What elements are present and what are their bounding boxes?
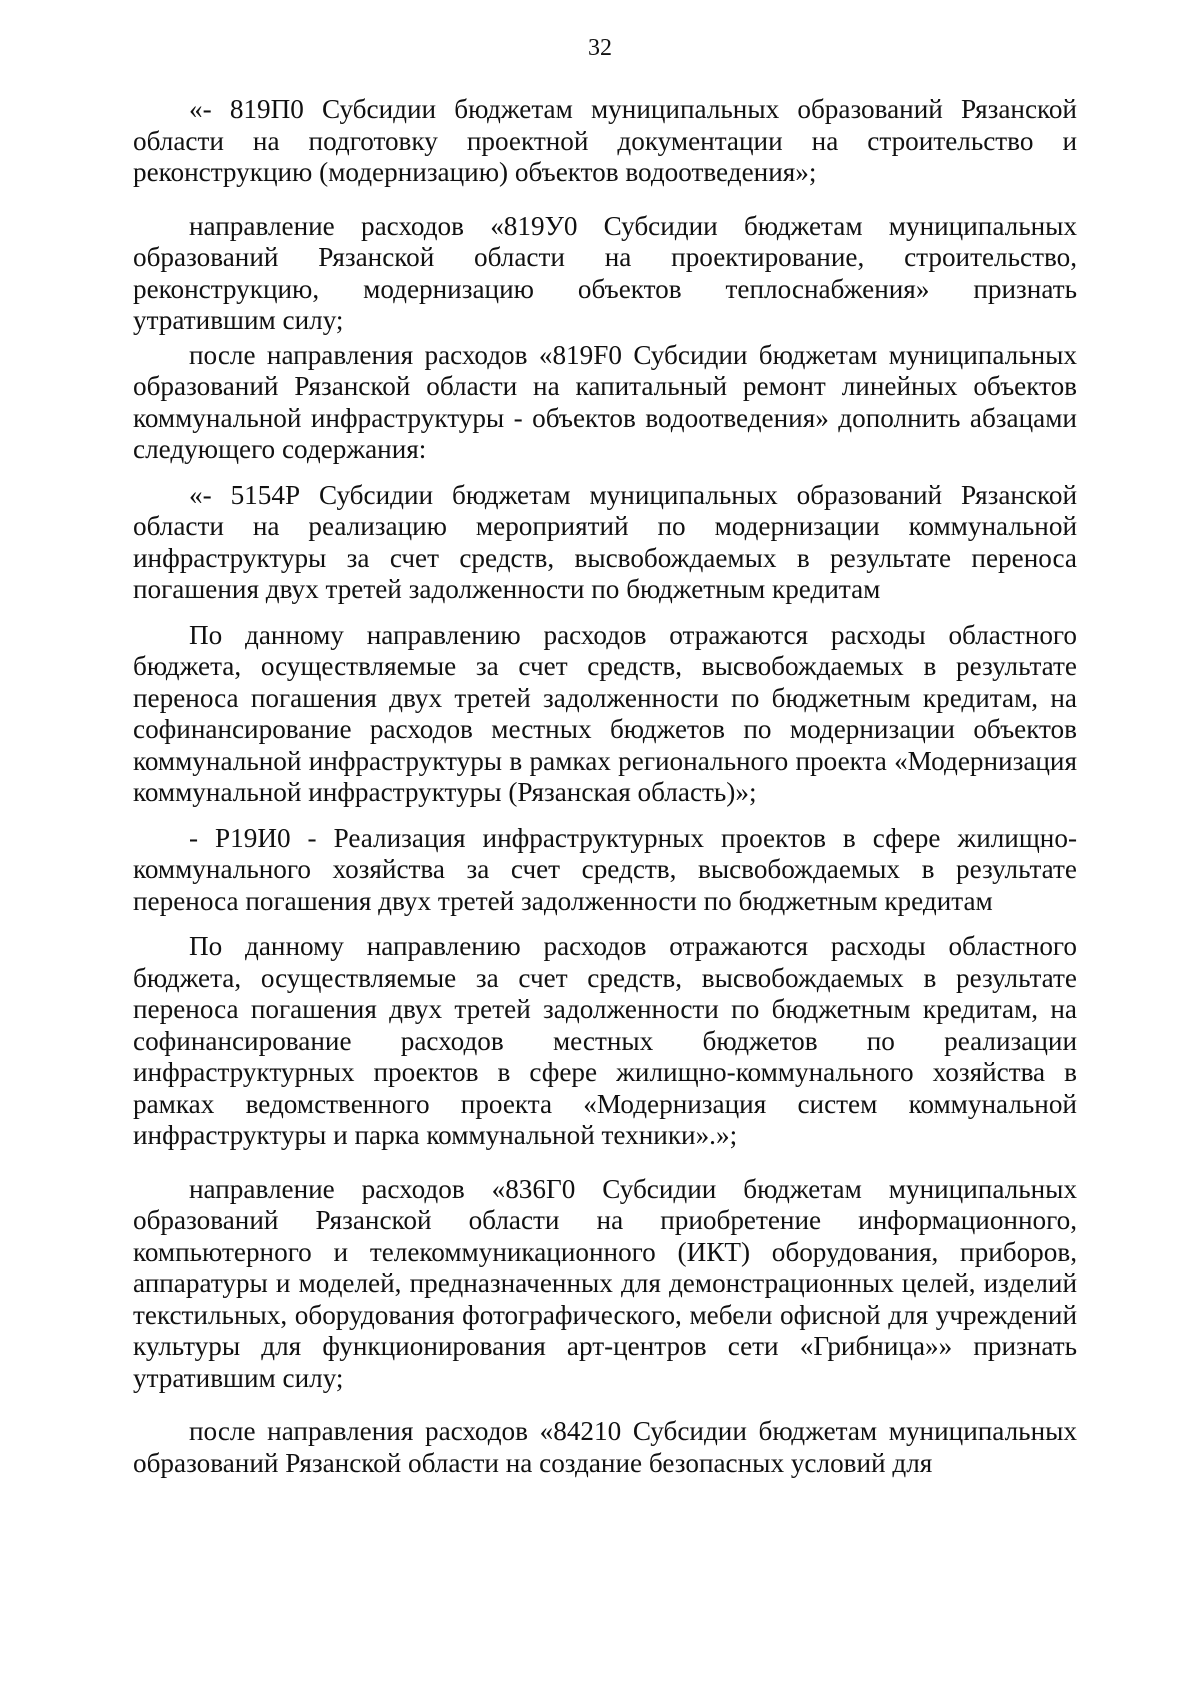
paragraph-819F0: после направления расходов «819F0 Субсидии бюджетам муниципальных образований Рязанской области на капитальный ремонт линейных объектов коммунальной инфраструктуры - объектов водоотведения» дополнить абзацами следующего содержания: xyxy=(133,339,1077,464)
paragraph-819U0: направление расходов «819У0 Субсидии бюджетам муниципальных образований Рязанской области на проектирование, строительство, реконструкцию, модернизацию объектов теплоснабжения» признать утратившим силу; xyxy=(133,210,1077,335)
paragraph-836G0: направление расходов «836Г0 Субсидии бюджетам муниципальных образований Рязанской области на приобретение информационного, компьютерного и телекоммуникационного (ИКТ) оборудования, приборов, аппаратуры и моделей, предназначенных для демонстрационных целей, изделий текстильных, оборудования фотографического, мебели офисной для учреждений культуры для функционирования арт-центров сети «Грибница»» признать утратившим силу; xyxy=(133,1173,1077,1393)
paragraph-819P0: «- 819П0 Субсидии бюджетам муниципальных образований Рязанской области на подготовку проектной документации на строительство и реконструкцию (модернизацию) объектов водоотведения»; xyxy=(133,94,1077,187)
page-number: 32 xyxy=(588,35,612,61)
paragraph-5154R-description: По данному направлению расходов отражаются расходы областного бюджета, осуществляемые за счет средств, высвобождаемых в результате переноса погашения двух третей задолженности по бюджетным кредитам, на софинансирование расходов местных бюджетов по модернизации объектов коммунальной инфраструктуры в рамках регионального проекта «Модернизация коммунальной инфраструктуры (Рязанская область)»; xyxy=(133,619,1077,807)
paragraph-84210: после направления расходов «84210 Субсидии бюджетам муниципальных образований Рязанской области на создание безопасных условий для xyxy=(133,1416,1077,1478)
paragraph-5154R: «- 5154Р Субсидии бюджетам муниципальных образований Рязанской области на реализацию мероприятий по модернизации коммунальной инфраструктуры за счет средств, высвобождаемых в результате переноса погашения двух третей задолженности по бюджетным кредитам xyxy=(133,479,1077,604)
paragraph-R19I0: - Р19И0 - Реализация инфраструктурных проектов в сфере жилищно-коммунального хозяйства за счет средств, высвобождаемых в результате переноса погашения двух третей задолженности по бюджетным кредитам xyxy=(133,822,1077,916)
document-body xyxy=(133,94,1077,1479)
paragraph-R19I0-description: По данному направлению расходов отражаются расходы областного бюджета, осуществляемые за счет средств, высвобождаемых в результате переноса погашения двух третей задолженности по бюджетным кредитам, на софинансирование расходов местных бюджетов по реализации инфраструктурных проектов в сфере жилищно-коммунального хозяйства в рамках ведомственного проекта «Модернизация систем коммунальной инфраструктуры и парка коммунальной техники».»; xyxy=(133,931,1077,1150)
